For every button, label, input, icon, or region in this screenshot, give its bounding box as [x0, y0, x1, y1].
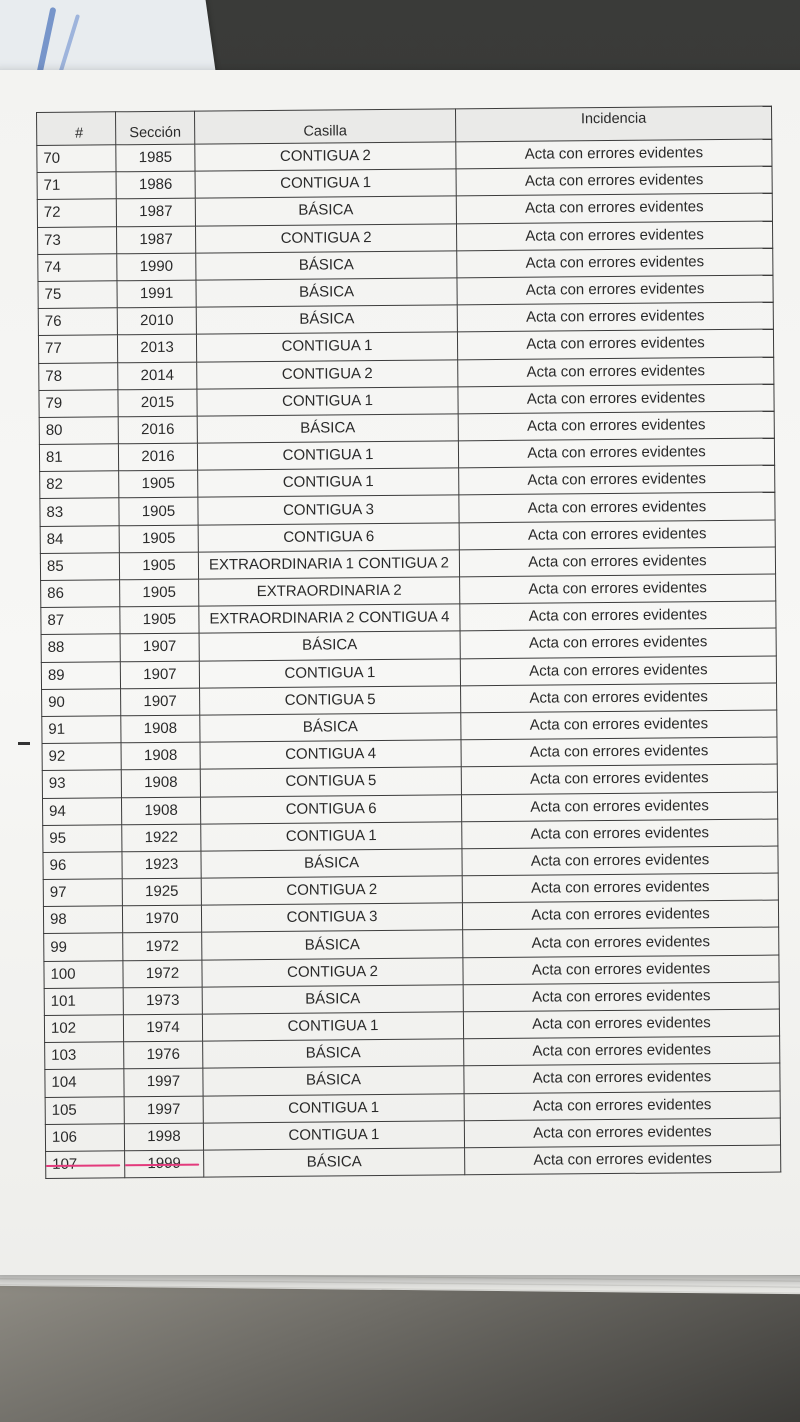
- cell-incidencia: Acta con errores evidentes: [456, 221, 772, 251]
- cell-number: 74: [38, 254, 117, 282]
- cell-section: 1985: [116, 144, 195, 172]
- cell-incidencia: Acta con errores evidentes: [464, 1063, 780, 1093]
- cell-incidencia: Acta con errores evidentes: [462, 900, 778, 930]
- cell-section: 1905: [120, 579, 199, 607]
- desk-surface: [0, 1280, 800, 1422]
- table-row: [46, 1145, 781, 1179]
- cell-incidencia: Acta con errores evidentes: [462, 846, 778, 876]
- cell-number: 89: [41, 661, 120, 689]
- cell-incidencia: Acta con errores evidentes: [463, 982, 779, 1012]
- cell-incidencia: Acta con errores evidentes: [460, 628, 776, 658]
- cell-section: 2014: [118, 362, 197, 390]
- cell-casilla: BÁSICA: [196, 251, 457, 280]
- cell-casilla: CONTIGUA 1: [201, 821, 462, 850]
- cell-casilla: CONTIGUA 3: [198, 495, 459, 524]
- cell-incidencia: Acta con errores evidentes: [460, 601, 776, 631]
- cell-number: 99: [44, 933, 123, 961]
- cell-section: 2016: [118, 416, 197, 444]
- incidents-table-container: [36, 106, 781, 1180]
- cell-casilla: BÁSICA: [196, 278, 457, 307]
- cell-section: 1990: [117, 253, 196, 281]
- cell-number: [46, 1151, 125, 1179]
- cell-casilla: BÁSICA: [195, 196, 456, 225]
- cell-number: 90: [42, 689, 121, 717]
- cell-casilla: CONTIGUA 1: [203, 1093, 464, 1122]
- cell-incidencia: Acta con errores evidentes: [465, 1145, 781, 1175]
- cell-incidencia: Acta con errores evidentes: [462, 873, 778, 903]
- cell-incidencia: Acta con errores evidentes: [459, 520, 775, 550]
- cell-casilla: BÁSICA: [204, 1148, 465, 1177]
- cell-casilla: BÁSICA: [201, 849, 462, 878]
- cell-casilla: BÁSICA: [203, 1039, 464, 1068]
- cell-casilla: BÁSICA: [199, 631, 460, 660]
- cell-casilla: BÁSICA: [202, 985, 463, 1014]
- cell-section: 1925: [122, 878, 201, 906]
- cell-casilla: CONTIGUA 2: [197, 359, 458, 388]
- cell-number: 76: [38, 308, 117, 336]
- cell-incidencia: Acta con errores evidentes: [464, 1118, 780, 1148]
- cell-section: 1986: [116, 171, 195, 199]
- cell-number: 104: [45, 1069, 124, 1097]
- cell-number: 105: [45, 1096, 124, 1124]
- cell-number: 73: [38, 226, 117, 254]
- header-number: #: [37, 112, 116, 146]
- cell-casilla: CONTIGUA 1: [198, 468, 459, 497]
- cell-number: 91: [42, 716, 121, 744]
- cell-incidencia: Acta con errores evidentes: [461, 792, 777, 822]
- cell-incidencia: Acta con errores evidentes: [457, 275, 773, 305]
- cell-number: 98: [43, 906, 122, 934]
- cell-number: 85: [40, 553, 119, 581]
- table-body: [37, 139, 781, 1178]
- cell-casilla: EXTRAORDINARIA 2 CONTIGUA 4: [199, 604, 460, 633]
- cell-number: 95: [43, 824, 122, 852]
- cell-number: 106: [45, 1124, 124, 1152]
- cell-casilla: CONTIGUA 2: [202, 957, 463, 986]
- cell-number: 87: [41, 607, 120, 635]
- strike-through-mark: [46, 1164, 121, 1167]
- cell-number: 71: [37, 172, 116, 200]
- cell-number: 81: [39, 444, 118, 472]
- cell-casilla: BÁSICA: [200, 713, 461, 742]
- header-incidencia: Incidencia: [455, 106, 771, 142]
- cell-number: 86: [41, 580, 120, 608]
- cell-casilla: CONTIGUA 5: [200, 767, 461, 796]
- cell-section: 1987: [117, 226, 196, 254]
- cell-number: 101: [44, 988, 123, 1016]
- cell-incidencia: Acta con errores evidentes: [463, 1009, 779, 1039]
- cell-casilla: BÁSICA: [196, 305, 457, 334]
- cell-casilla: CONTIGUA 2: [201, 876, 462, 905]
- cell-number: 97: [43, 879, 122, 907]
- cell-incidencia: Acta con errores evidentes: [464, 1091, 780, 1121]
- cell-casilla: EXTRAORDINARIA 2: [199, 577, 460, 606]
- incidents-table: [36, 106, 781, 1180]
- cell-number: 83: [40, 498, 119, 526]
- cell-casilla: CONTIGUA 1: [197, 441, 458, 470]
- cell-number: 70: [37, 145, 116, 173]
- cell-section: 1908: [121, 742, 200, 770]
- cell-section: 1973: [123, 987, 202, 1015]
- cell-section: 1908: [121, 769, 200, 797]
- cell-section: 1907: [120, 633, 199, 661]
- cell-section: 1997: [124, 1068, 203, 1096]
- cell-casilla: CONTIGUA 6: [198, 522, 459, 551]
- cell-section: 1905: [119, 470, 198, 498]
- cell-section: 1907: [120, 661, 199, 689]
- cell-section: 1970: [122, 905, 201, 933]
- cell-section: 1998: [124, 1123, 203, 1151]
- cell-section: 2010: [117, 307, 196, 335]
- cell-section: 1997: [124, 1096, 203, 1124]
- cell-number: 77: [38, 335, 117, 363]
- cell-incidencia: Acta con errores evidentes: [464, 1036, 780, 1066]
- cell-section: 2016: [118, 443, 197, 471]
- header-casilla: Casilla: [194, 109, 455, 144]
- cell-casilla: CONTIGUA 2: [195, 223, 456, 252]
- cell-section: 1905: [119, 525, 198, 553]
- cell-number: 79: [39, 389, 118, 417]
- cell-casilla: CONTIGUA 1: [203, 1121, 464, 1150]
- cell-incidencia: Acta con errores evidentes: [460, 574, 776, 604]
- cell-section: 2013: [117, 334, 196, 362]
- cell-section: 1905: [119, 552, 198, 580]
- cell-number: 72: [37, 199, 116, 227]
- cell-incidencia: Acta con errores evidentes: [457, 302, 773, 332]
- cell-incidencia: Acta con errores evidentes: [456, 139, 772, 169]
- cell-casilla: CONTIGUA 4: [200, 740, 461, 769]
- cell-number: 84: [40, 525, 119, 553]
- cell-incidencia: Acta con errores evidentes: [458, 384, 774, 414]
- cell-number: 94: [42, 797, 121, 825]
- cell-incidencia: Acta con errores evidentes: [459, 493, 775, 523]
- cell-incidencia: Acta con errores evidentes: [460, 656, 776, 686]
- cell-section: 1974: [123, 1014, 202, 1042]
- cell-casilla: CONTIGUA 1: [195, 169, 456, 198]
- cell-section: 1905: [119, 498, 198, 526]
- cell-incidencia: Acta con errores evidentes: [461, 683, 777, 713]
- cell-incidencia: Acta con errores evidentes: [459, 465, 775, 495]
- cell-section: 1987: [116, 198, 195, 226]
- cell-number: 88: [41, 634, 120, 662]
- cell-section: 1907: [121, 688, 200, 716]
- cell-section: 1976: [124, 1041, 203, 1069]
- cell-section: [125, 1150, 204, 1178]
- cell-number: 80: [39, 417, 118, 445]
- cell-section: 1923: [122, 851, 201, 879]
- cell-incidencia: Acta con errores evidentes: [461, 764, 777, 794]
- cell-incidencia: Acta con errores evidentes: [462, 819, 778, 849]
- cell-number: 78: [39, 362, 118, 390]
- pen-tick-mark: [18, 742, 30, 745]
- cell-casilla: CONTIGUA 1: [197, 387, 458, 416]
- cell-section: 1972: [123, 933, 202, 961]
- cell-incidencia: Acta con errores evidentes: [459, 547, 775, 577]
- cell-incidencia: Acta con errores evidentes: [463, 927, 779, 957]
- cell-casilla: CONTIGUA 6: [200, 794, 461, 823]
- cell-incidencia: Acta con errores evidentes: [458, 411, 774, 441]
- cell-number: 92: [42, 743, 121, 771]
- cell-number: 93: [42, 770, 121, 798]
- cell-section: 1991: [117, 280, 196, 308]
- cell-number: 103: [45, 1042, 124, 1070]
- cell-section: 1908: [121, 797, 200, 825]
- cell-casilla: CONTIGUA 1: [202, 1012, 463, 1041]
- header-section: Sección: [116, 111, 195, 145]
- cell-casilla: CONTIGUA 1: [199, 658, 460, 687]
- cell-casilla: CONTIGUA 3: [201, 903, 462, 932]
- cell-incidencia: Acta con errores evidentes: [463, 955, 779, 985]
- cell-number: 75: [38, 281, 117, 309]
- cell-casilla: BÁSICA: [203, 1066, 464, 1095]
- cell-section: 1972: [123, 960, 202, 988]
- cell-section: 1905: [120, 606, 199, 634]
- cell-incidencia: Acta con errores evidentes: [457, 248, 773, 278]
- strike-through-mark: [125, 1164, 200, 1167]
- cell-number: 82: [40, 471, 119, 499]
- cell-casilla: BÁSICA: [197, 414, 458, 443]
- cell-incidencia: Acta con errores evidentes: [456, 166, 772, 196]
- cell-casilla: CONTIGUA 1: [196, 332, 457, 361]
- cell-casilla: CONTIGUA 5: [200, 686, 461, 715]
- cell-section: 2015: [118, 389, 197, 417]
- cell-number: 96: [43, 852, 122, 880]
- cell-incidencia: Acta con errores evidentes: [461, 710, 777, 740]
- cell-incidencia: Acta con errores evidentes: [456, 193, 772, 223]
- cell-number: 100: [44, 960, 123, 988]
- cell-casilla: EXTRAORDINARIA 1 CONTIGUA 2: [198, 550, 459, 579]
- cell-casilla: BÁSICA: [202, 930, 463, 959]
- cell-incidencia: Acta con errores evidentes: [461, 737, 777, 767]
- cell-casilla: CONTIGUA 2: [195, 142, 456, 171]
- cell-section: 1922: [122, 824, 201, 852]
- cell-section: 1908: [121, 715, 200, 743]
- cell-incidencia: Acta con errores evidentes: [457, 329, 773, 359]
- cell-incidencia: Acta con errores evidentes: [458, 438, 774, 468]
- cell-incidencia: Acta con errores evidentes: [458, 357, 774, 387]
- cell-number: 102: [44, 1015, 123, 1043]
